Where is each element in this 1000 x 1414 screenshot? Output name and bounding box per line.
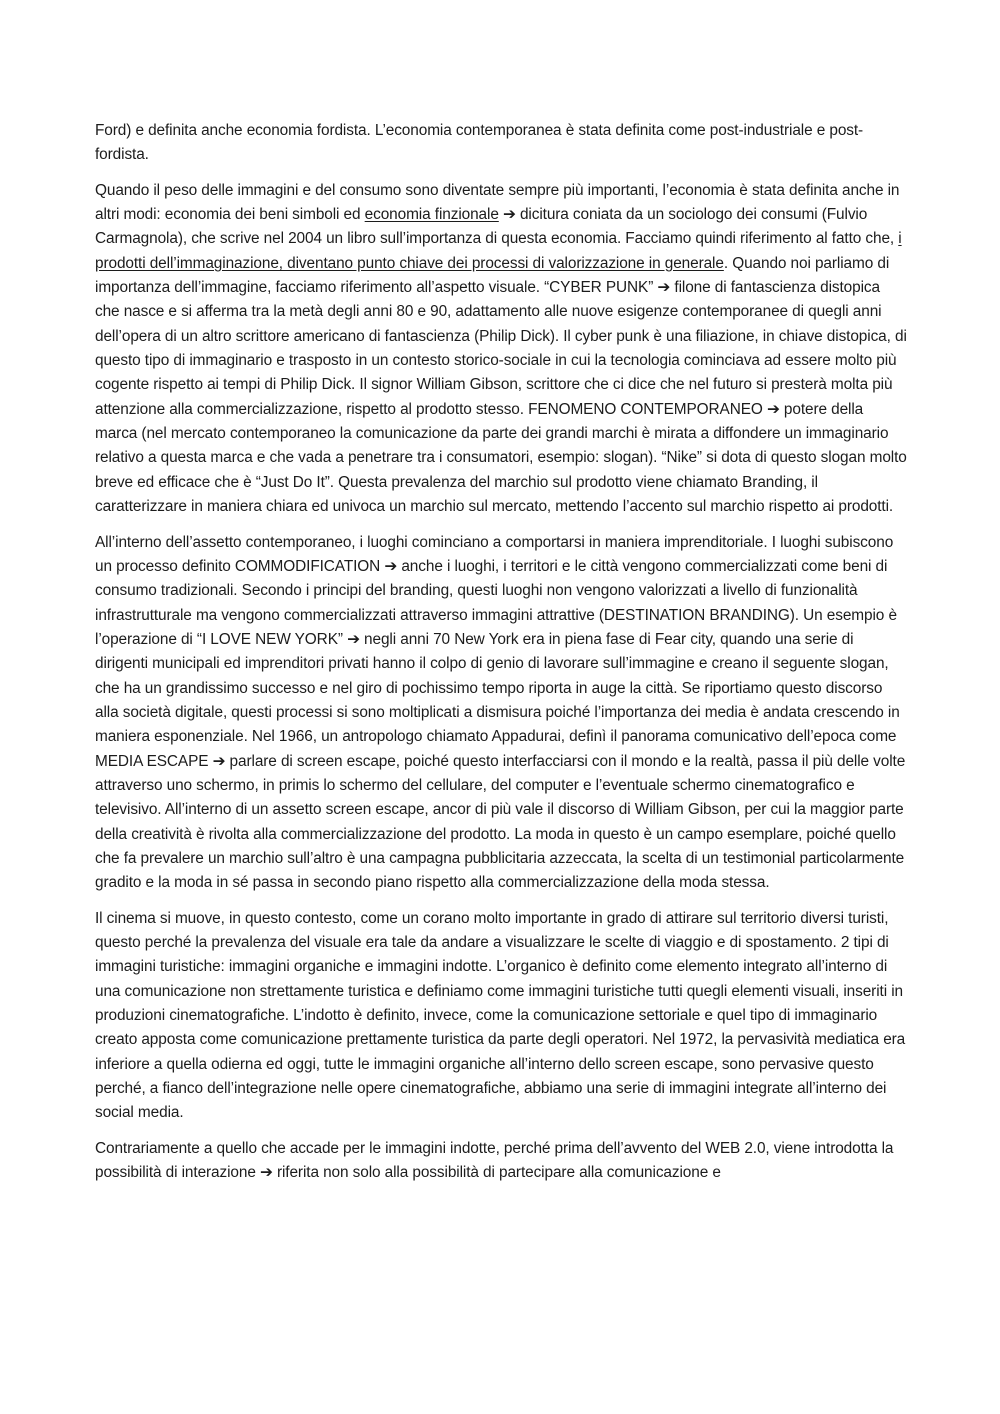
text-segment: All’interno dell’assetto contemporaneo, i luoghi cominciano a comportarsi in maniera imprenditoriale. I luoghi subiscono un processo definito COMMODIFICATION ➔ anche i luoghi, i territori e le città vengono commercializzati come beni di consumo tradizionali. Secondo i principi del branding, questi luoghi non vengono valorizzati a livello di funzionalità infrastrutturale ma vengono commercializzati attraverso immagini attrattive (DESTINATION BRANDING). Un esempio è l’operazione di “I LOVE NEW YORK” ➔ negli anni 70 New York era in piena fase di Fear city, quando una serie di dirigenti municipali ed imprenditori privati hanno il colpo di genio di lavorare sull’immagine e creano il seguente slogan, che ha un grandissimo successo e nel giro di pochissimo tempo riporta in auge la città. Se riportiamo questo discorso alla società digitale, questi processi si sono moltiplicati a dismisura poiché l’importanza dei media è andata crescendo in maniera esponenziale. Nel 1966, un antropologo chiamato Appadurai, definì il panorama comunicativo dell’epoca come MEDIA ESCAPE ➔ parlare di screen escape, poiché questo interfacciarsi con il mondo e la realtà, passa il più delle volte attraverso uno schermo, in primis lo schermo del cellulare, del computer e l’eventuale schermo cinematografico e televisivo. All’interno di un assetto screen escape, ancor di più vale il discorso di William Gibson, per cui la maggior parte della creatività è rivolta alla commercializzazione del prodotto. La moda in questo è un campo esemplare, poiché quello che fa prevalere un marchio sull’altro è una campagna pubblicitaria azzeccata, la scelta di un testimonial particolarmente gradito e la moda in sé passa in secondo piano rispetto alla commercializzazione della moda stessa. <box>95 533 906 892</box>
paragraph-fordism <box>95 119 907 168</box>
paragraph-cyber-punk-branding <box>95 179 907 520</box>
document-page <box>95 119 907 1196</box>
text-segment: ➔ dicitura coniata da un sociologo dei consumi (Fulvio Carmagnola), che scrive nel 2004 un libro sull’importanza di questa economia. Facciamo quindi riferimento al fatto che, <box>95 206 899 248</box>
underlined-phrase: i prodotti dell’immaginazione, diventano punto chiave dei processi di valorizzazione in generale <box>95 230 902 272</box>
text-segment: Ford) e definita anche economia fordista. L’economia contemporanea è stata definita come post-industriale e post-fordista. <box>95 122 864 164</box>
text-segment: Quando il peso delle immagini e del consumo sono diventate sempre più importanti, l’economia è stata definita anche in altri modi: economia dei beni simboli ed <box>95 181 900 224</box>
text-segment: Il cinema si muove, in questo contesto, come un corano molto importante in grado di attirare sul territorio diversi turisti, questo perché la prevalenza del visuale era tale da andare a visualizzare le scelte di viaggio e di spostamento. 2 tipi di immagini turistiche: immagini organiche e immagini indotte. L’organico è definito come elemento integrato all’interno di una comunicazione non strettamente turistica e definiamo come immagini turistiche tutti quegli elementi visuali, inseriti in produzioni cinematografiche. L’indotto è definito, invece, come la comunicazione settoriale e quel tipo di immaginario creato apposta come comunicazione prettamente turistica da parte degli operatori. Nel 1972, la pervasività mediatica era inferiore a quella odierna ed oggi, tutte le immagini organiche all’interno dello screen escape, sono pervasive questo perché, a fianco dell’integrazione nelle opere cinematografiche, abbiamo una serie di immagini integrate all’interno dei social media. <box>95 909 906 1122</box>
text-segment: . Quando noi parliamo di importanza dell’immagine, facciamo riferimento all’aspetto visuale. “CYBER PUNK” ➔ filone di fantascienza distopica che nasce e si afferma tra la metà degli anni 80 e 90, adattamento alle nuove esigenze contemporanee di quegli anni dell’opera di un altro scrittore americano di fantascienza (Philip Dick). Il cyber punk è una filiazione, in chiave distopica, di questo tipo di immaginario e trasposto in un contesto storico-sociale in cui la tecnologia cominciava ad essere molto più cogente rispetto ai tempi di Philip Dick. Il signor William Gibson, scrittore che ci dice che nel futuro si presterà molta più attenzione alla commercializzazione, rispetto al prodotto stesso. FENOMENO CONTEMPORANEO ➔ potere della marca (nel mercato contemporaneo la comunicazione da parte dei grandi marchi è mirata a diffondere un immaginario relativo a questa marca e che vada a penetrare tra i consumatori, esempio: slogan). “Nike” si dota di questo slogan molto breve ed efficace che è “Just Do It”. Questa prevalenza del marchio sul prodotto viene chiamato Branding, il caratterizzare in maniera chiara ed univoca un marchio sul mercato, mettendo l’accento sul marchio rispetto ai prodotti. <box>95 254 907 516</box>
text-segment: Contrariamente a quello che accade per le immagini indotte, perché prima dell’avvento del WEB 2.0, viene introdotta la possibilità di interazione ➔ riferita non solo alla possibilità di partecipare alla comunicazione e <box>95 1139 894 1182</box>
paragraph-web-2-interaction <box>95 1137 907 1186</box>
underlined-term: economia finzionale <box>364 206 499 224</box>
paragraph-commodification <box>95 531 907 896</box>
paragraph-cinema-tourism <box>95 907 907 1126</box>
